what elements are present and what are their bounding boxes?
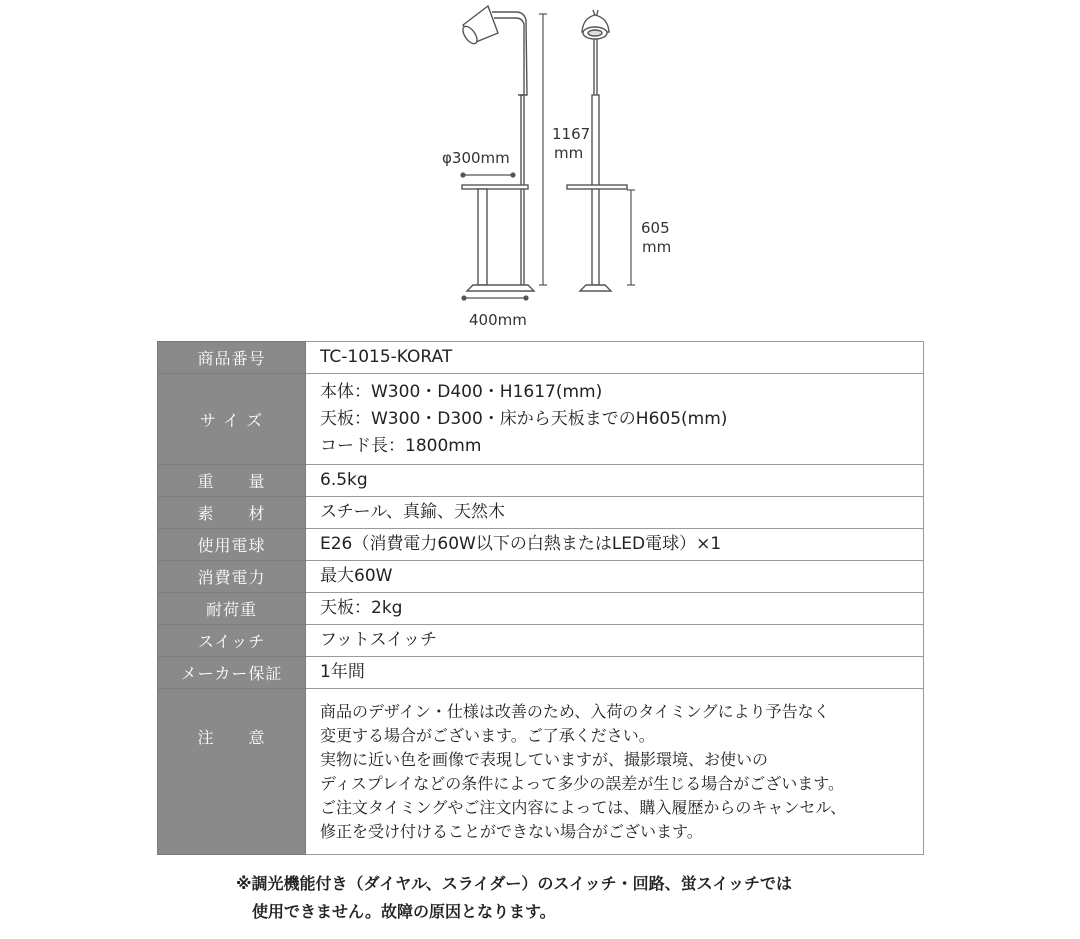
height-unit: mm	[554, 144, 584, 162]
spec-row	[158, 465, 924, 497]
spec-value: TC-1015-KORAT	[306, 342, 924, 374]
spec-label: 使用電球	[158, 529, 306, 561]
spec-value: フットスイッチ	[306, 625, 924, 657]
footnote	[236, 870, 792, 926]
spec-label: 重 量	[158, 465, 306, 497]
spec-value: 最大60W	[306, 561, 924, 593]
spec-value: 1年間	[306, 657, 924, 689]
table-height-label: 605	[641, 219, 670, 237]
lamp-dimension-diagram	[0, 0, 1080, 335]
spec-value: 天板：2kg	[306, 593, 924, 625]
spec-row	[158, 657, 924, 689]
spec-row	[158, 342, 924, 374]
spec-row	[158, 529, 924, 561]
spec-label: 商品番号	[158, 342, 306, 374]
spec-row	[158, 689, 924, 855]
shade-diameter-label: φ300mm	[442, 149, 510, 167]
spec-value: E26（消費電力60W以下の白熱またはLED電球）×1	[306, 529, 924, 561]
spec-value: スチール、真鍮、天然木	[306, 497, 924, 529]
spec-row	[158, 625, 924, 657]
spec-label: サ イ ズ	[158, 374, 306, 465]
footnote-line-1: ※調光機能付き（ダイヤル、スライダー）のスイッチ・回路、蛍スイッチでは	[236, 874, 793, 893]
footnote-line-2: 使用できません。故障の原因となります。	[252, 902, 556, 921]
spec-row	[158, 561, 924, 593]
spec-label: 消費電力	[158, 561, 306, 593]
table-height-unit: mm	[642, 238, 672, 256]
spec-value: 商品のデザイン・仕様は改善のため、入荷のタイミングにより予告なく 変更する場合がございます。ご了承ください。 実物に近い色を画像で表現していますが、撮影環境、お使いの ディスプレイなどの条件によって多少の誤差が生じる場合がございます。 ご注文タイミングやご注文内容によっては、購入履歴からのキャンセル、 修正を受け付けることができない場合がございます。	[306, 689, 924, 855]
spec-row	[158, 374, 924, 465]
height-label: 1167	[552, 125, 591, 143]
spec-value: 6.5kg	[306, 465, 924, 497]
spec-label: メーカー保証	[158, 657, 306, 689]
spec-label: 耐荷重	[158, 593, 306, 625]
spec-label: 素 材	[158, 497, 306, 529]
spec-label: 注 意	[158, 689, 306, 855]
spec-label: スイッチ	[158, 625, 306, 657]
spec-table	[157, 341, 924, 855]
spec-row	[158, 497, 924, 529]
spec-row	[158, 593, 924, 625]
spec-value: 本体：W300・D400・H1617(mm) 天板：W300・D300・床から天板までのH605(mm) コード長：1800mm	[306, 374, 924, 465]
base-width-label: 400mm	[469, 311, 527, 329]
